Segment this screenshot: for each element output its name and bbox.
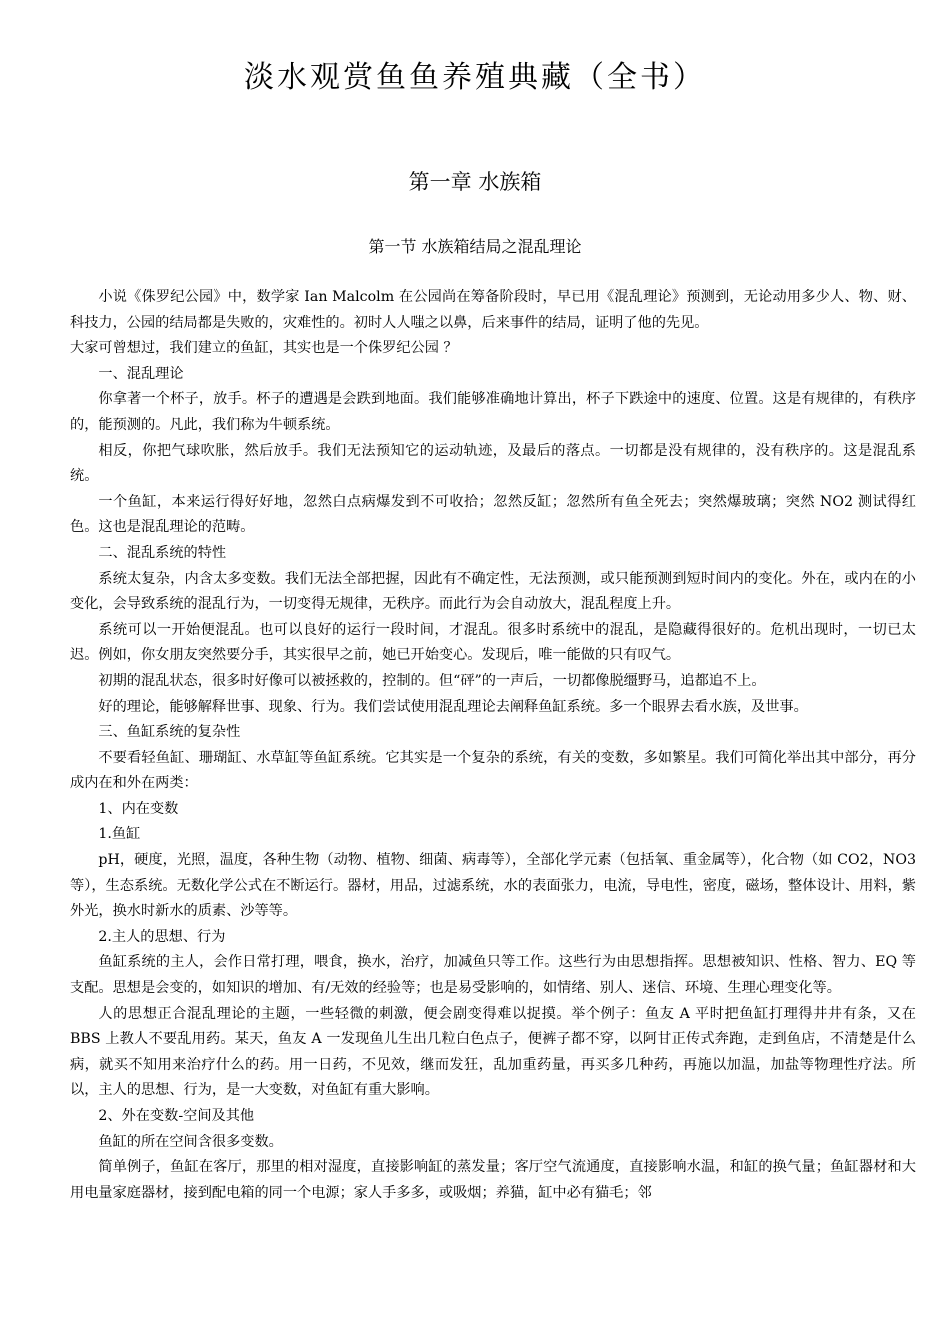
body-paragraph: 简单例子，鱼缸在客厅，那里的相对湿度，直接影响缸的蒸发量；客厅空气流通度，直接影响水温，和缸的换气量；鱼缸器材和大用电量家庭器材，接到配电箱的同一个电源；家人手多多，或吸烟；养猫，缸中必有猫毛；邻 — [70, 1159, 916, 1201]
body-paragraph: 不要看轻鱼缸、珊瑚缸、水草缸等鱼缸系统。它其实是一个复杂的系统，有关的变数，多如繁星。我们可简化举出其中部分，再分成内在和外在两类： — [70, 749, 916, 792]
body-paragraph: pH，硬度，光照，温度，各种生物（动物、植物、细菌、病毒等），全部化学元素（包括氧、重金属等），化合物（如 CO2，NO3 等），生态系统。无数化学公式在不断运行。器材，用品，过滤系统，水的表面张力，电流，导电性，密度，磁场，整体设计、用料，紫外光，换水时新水的质素、沙等等。 — [70, 852, 916, 920]
body-paragraph: 2、外在变数-空间及其他 — [98, 1108, 255, 1124]
body-paragraph: 三、鱼缸系统的复杂性 — [98, 724, 241, 741]
body-paragraph: 初期的混乱状态，很多时好像可以被拯救的，控制的。但“砰”的一声后，一切都像脱缰野马，追都追不上。 — [98, 672, 766, 689]
body-paragraph: 你拿著一个杯子，放手。杯子的遭遇是会跌到地面。我们能够准确地计算出，杯子下跌途中的速度、位置。这是有规律的，有秩序的，能预测的。凡此，我们称为牛顿系统。 — [70, 391, 916, 433]
chapter-title: 第一章 水族箱 — [408, 170, 542, 194]
body-paragraph: 一、混乱理论 — [98, 365, 184, 382]
body-paragraph: 相反，你把气球吹胀，然后放手。我们无法预知它的运动轨迹，及最后的落点。一切都是没有规律的，没有秩序的。这是混乱系统。 — [70, 442, 916, 485]
body-paragraph: 一个鱼缸，本来运行得好好地，忽然白点病爆发到不可收拾；忽然反缸；忽然所有鱼全死去；突然爆玻璃；突然 NO2 测试得红色。这也是混乱理论的范畴。 — [70, 493, 916, 536]
body-paragraph: 鱼缸的所在空间含很多变数。 — [98, 1133, 283, 1150]
section-title: 第一节 水族箱结局之混乱理论 — [368, 237, 582, 256]
document-title: 淡水观赏鱼鱼养殖典藏（全书） — [244, 60, 706, 95]
body-paragraph: 鱼缸系统的主人，会作日常打理，喂食，换水，治疗，加减鱼只等工作。这些行为由思想指挥。思想被知识、性格、智力、EQ 等支配。思想是会变的，如知识的增加、有/无效的经验等；也是易受影响的，如情绪、别人、迷信、环境、生理心理变化等。 — [70, 954, 916, 997]
body-paragraph: 系统太复杂，内含太多变数。我们无法全部把握，因此有不确定性，无法预测，或只能预测到短时间内的变化。外在，或内在的小变化，会导致系统的混乱行为，一切变得无规律，无秩序。而此行为会自动放大，混乱程度上升。 — [70, 570, 916, 613]
body-paragraph: 2.主人的思想、行为 — [98, 928, 226, 945]
document-body — [70, 285, 916, 1206]
body-paragraph: 1、内在变数 — [98, 800, 179, 817]
body-paragraph: 大家可曾想过，我们建立的鱼缸，其实也是一个侏罗纪公园 ？ — [70, 340, 458, 357]
body-paragraph: 系统可以一开始便混乱。也可以良好的运行一段时间，才混乱。很多时系统中的混乱，是隐藏得很好的。危机出现时，一切已太迟。例如，你女朋友突然要分手，其实很早之前，她已开始变心。发现后，唯一能做的只有叹气。 — [70, 621, 916, 664]
body-paragraph: 二、混乱系统的特性 — [98, 544, 227, 561]
body-paragraph: 好的理论，能够解释世事、现象、行为。我们尝试使用混乱理论去阐释鱼缸系统。多一个眼界去看水族，及世事。 — [98, 698, 808, 715]
body-paragraph: 小说《侏罗纪公园》中，数学家 Ian Malcolm 在公园尚在筹备阶段时，早已用《混乱理论》预测到，无论动用多少人、物、财、科技力，公园的结局都是失败的，灾难性的。初时人人嗤之以鼻，后来事件的结局，证明了他的先见。 — [70, 289, 916, 331]
body-paragraph: 人的思想正合混乱理论的主题，一些轻微的刺激，便会剧变得难以捉摸。举个例子：鱼友 A 平时把鱼缸打理得井井有条，又在 BBS 上教人不要乱用药。某天，鱼友 A 一发现鱼儿生出几粒白色点子，便裤子都不穿，以阿甘正传式奔跑，走到鱼店，不清楚是什么病，就买不知用来治疗什么的药。用一日药，不见效，继而发狂，乱加重药量，再买多几种药，再施以加温，加盐等物理性疗法。所以，主人的思想、行为，是一大变数，对鱼缸有重大影响。 — [70, 1005, 916, 1099]
body-paragraph: 1.鱼缸 — [98, 826, 141, 843]
